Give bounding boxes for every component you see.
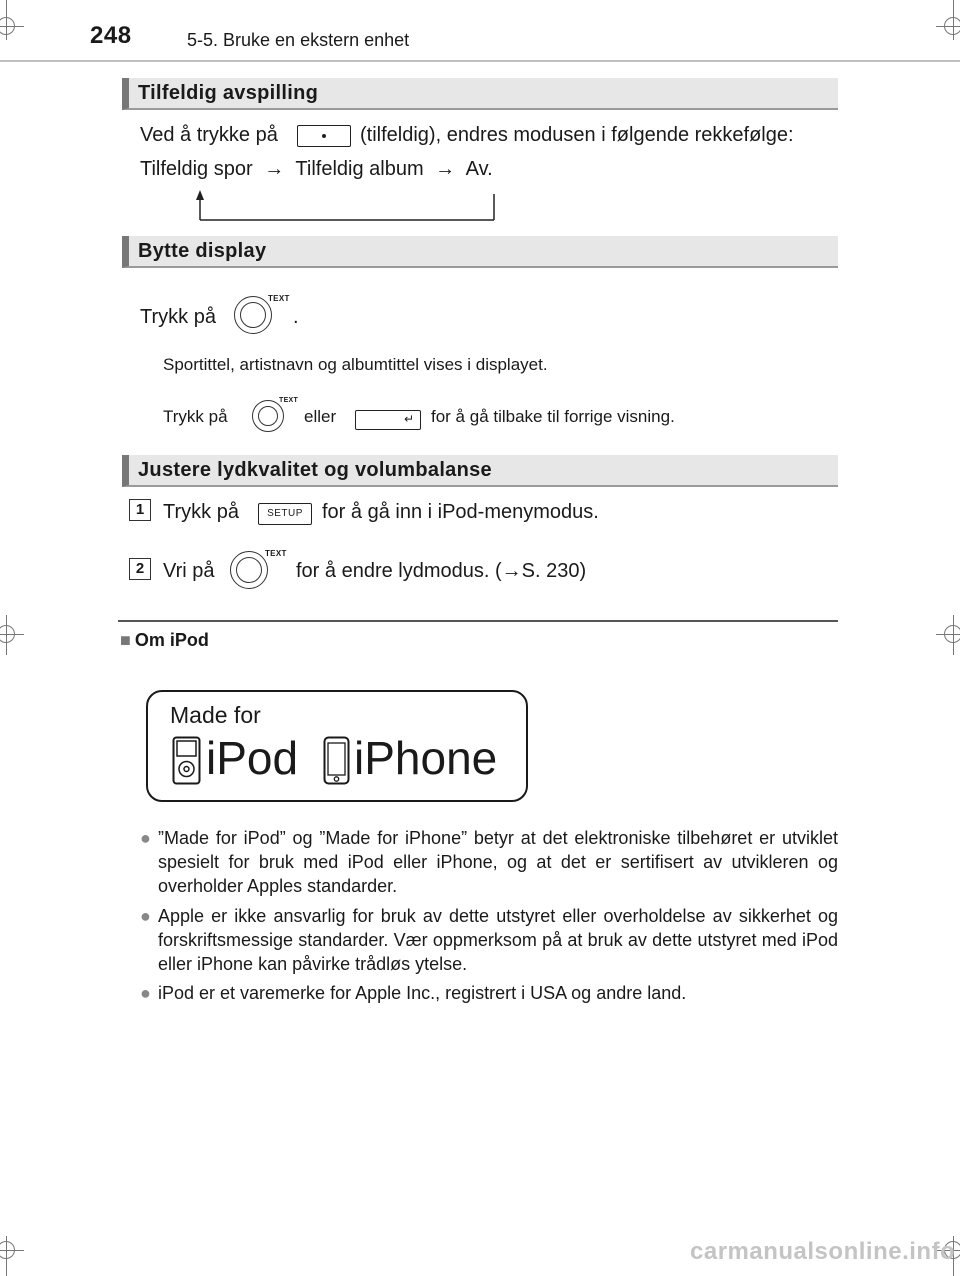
section-divider — [118, 620, 838, 622]
logo-ipod: iPod — [206, 732, 299, 784]
random-line1-start: Ved å trykke på — [140, 124, 278, 146]
header-rule — [0, 60, 960, 62]
about-ipod-title: Om iPod — [134, 630, 209, 650]
logo-iphone: iPhone — [354, 732, 498, 784]
text-knob-icon — [252, 400, 284, 432]
knob-label: TEXT — [279, 397, 299, 404]
loop-back-arrow-icon — [188, 190, 500, 226]
round-bullet-icon: ● — [140, 906, 151, 926]
arrow-icon: → — [264, 158, 285, 180]
random-line1-end: (tilfeldig), endres modusen i følgende rekkefølge: — [360, 124, 794, 146]
section-heading-random — [122, 78, 838, 110]
round-bullet-icon: ● — [140, 983, 151, 1003]
arrow-icon: → — [435, 158, 456, 180]
display-press-period: . — [293, 306, 299, 328]
sequence-step-3: Av. — [465, 158, 493, 180]
random-sequence — [140, 158, 493, 181]
knob-label: TEXT — [265, 549, 287, 558]
page-number: 248 — [90, 22, 132, 49]
section-heading-display — [122, 236, 838, 268]
made-for-ipod-iphone-logo — [146, 690, 528, 802]
step2-start: Vri på — [163, 560, 215, 582]
step-number-2: 2 — [129, 558, 151, 580]
display-note-2-start: Trykk på — [163, 407, 228, 426]
step1-start: Trykk på — [163, 501, 239, 523]
section-title: Tilfeldig avspilling — [138, 82, 319, 104]
random-button-icon — [297, 125, 351, 147]
watermark: carmanualsonline.info — [690, 1238, 956, 1265]
step2-end: for å endre lydmodus. (→S. 230) — [296, 560, 587, 582]
back-button-icon: ↵ — [355, 410, 421, 430]
section-title: Bytte display — [138, 240, 267, 262]
sequence-step-1: Tilfeldig spor — [140, 158, 253, 180]
knob-label: TEXT — [268, 294, 290, 303]
bullet-text: ”Made for iPod” og ”Made for iPhone” betyr at det elektroniske tilbehøret er utviklet spesielt for bruk med iPod eller iPhone, og at det er sertifisert av utvikleren og overholder Apples standarder. — [158, 828, 838, 896]
about-ipod-heading — [120, 630, 209, 651]
section-title: Justere lydkvalitet og volumbalanse — [138, 459, 492, 481]
step1-end: for å gå inn i iPod-menymodus. — [322, 501, 599, 523]
chapter-title: 5-5. Bruke en ekstern enhet — [187, 30, 410, 50]
logo-made-for: Made for — [170, 702, 261, 728]
display-press-text: Trykk på — [140, 306, 216, 328]
step-number-1: 1 — [129, 499, 151, 521]
bullet-item — [140, 981, 838, 1005]
setup-button-icon: SETUP — [258, 503, 312, 525]
display-note-2-middle: eller — [304, 407, 337, 426]
display-note-2-end: for å gå tilbake til forrige visning. — [431, 407, 675, 426]
text-knob-icon — [234, 296, 272, 334]
sequence-step-2: Tilfeldig album — [295, 158, 424, 180]
ipod-device-icon — [172, 736, 202, 786]
bullet-item — [140, 826, 838, 898]
bullet-item — [140, 904, 838, 976]
bullet-text: iPod er et varemerke for Apple Inc., registrert i USA og andre land. — [158, 983, 687, 1003]
round-bullet-icon: ● — [140, 828, 151, 848]
text-knob-icon — [230, 551, 268, 589]
iphone-device-icon — [323, 736, 351, 786]
square-bullet-icon: ■ — [120, 630, 131, 650]
bullet-text: Apple er ikke ansvarlig for bruk av dette utstyret eller overholdelse av sikkerhet og forskriftsmessige standarder. Vær oppmerksom på at bruk av dette utstyret med iPod eller iPhone kan påvirke trådløs ytelse. — [158, 906, 838, 974]
section-heading-sound — [122, 455, 838, 487]
display-note-1: Sportittel, artistnavn og albumtittel vises i displayet. — [163, 355, 548, 374]
